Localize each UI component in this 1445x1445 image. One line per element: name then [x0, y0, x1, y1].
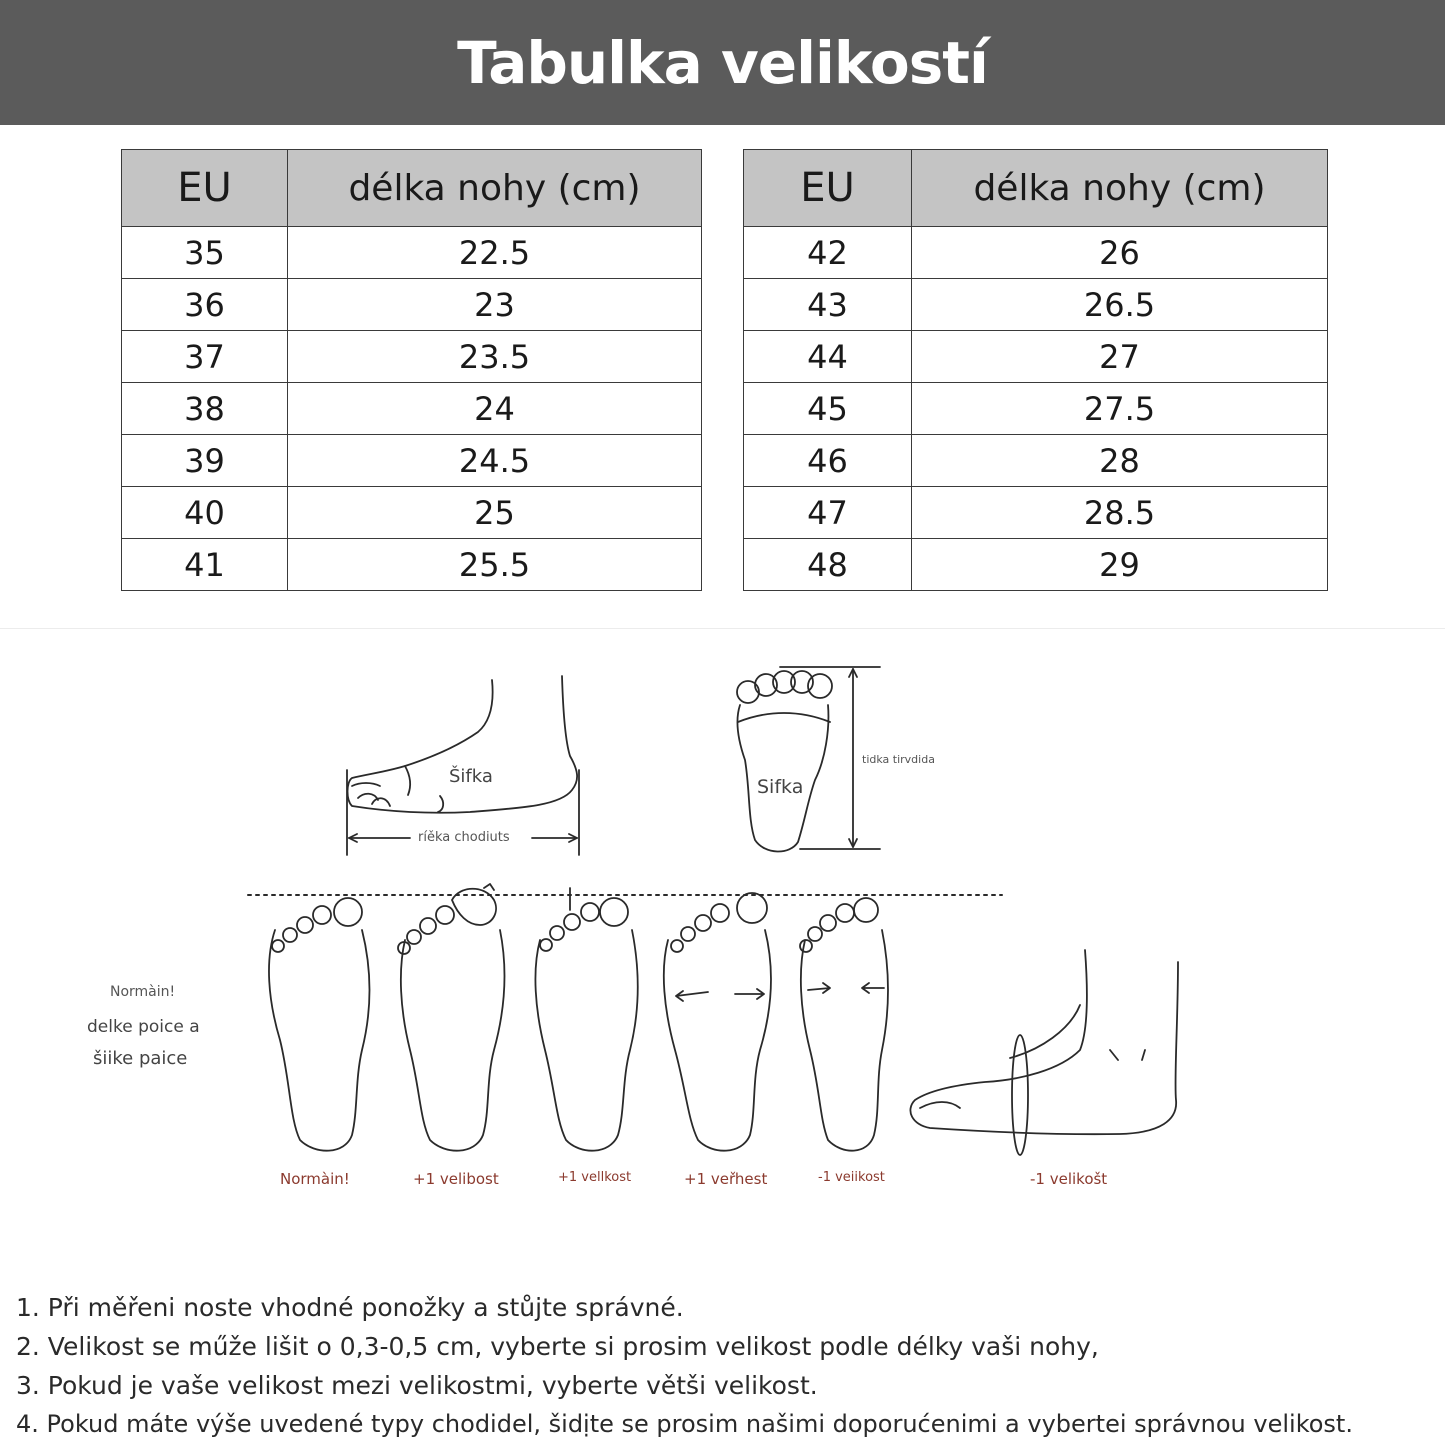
top-width-label: Sifka [757, 776, 804, 798]
side-length-label: ríěka chodiuts [418, 830, 510, 845]
foot-length-cell: 28 [912, 435, 1328, 487]
foot-normal-icon [269, 898, 370, 1151]
column-header-length: délka nohy (cm) [912, 150, 1328, 227]
legend-line-2: šiike paice [93, 1048, 188, 1069]
foot-high-instep-icon [910, 950, 1178, 1155]
table-row [744, 487, 1328, 539]
table-header-row [122, 150, 702, 227]
eu-size-cell: 46 [744, 435, 912, 487]
foot-length-cell: 25 [288, 487, 702, 539]
foot-side-view-icon [348, 676, 578, 813]
top-length-label: tidka tirvdida [862, 753, 935, 766]
eu-size-cell: 42 [744, 227, 912, 279]
foot-length-cell: 25.5 [288, 539, 702, 591]
foot-length-cell: 23.5 [288, 331, 702, 383]
table-row [744, 383, 1328, 435]
eu-size-cell: 38 [122, 383, 288, 435]
foot-length-cell: 26.5 [912, 279, 1328, 331]
foot-length-cell: 27 [912, 331, 1328, 383]
table-row [744, 539, 1328, 591]
title-banner [0, 0, 1445, 125]
eu-size-cell: 43 [744, 279, 912, 331]
foot-narrow-icon [800, 898, 888, 1151]
eu-size-cell: 39 [122, 435, 288, 487]
foot-wide-toe-icon [398, 884, 505, 1151]
caption-minus-one-b: -1 velikošt [1030, 1170, 1108, 1188]
size-table-right [743, 149, 1328, 591]
section-divider [0, 628, 1445, 629]
eu-size-cell: 35 [122, 227, 288, 279]
eu-size-cell: 44 [744, 331, 912, 383]
foot-long-second-toe-icon [535, 888, 637, 1151]
legend-line-1: delke poice a [87, 1017, 200, 1037]
size-table-left [121, 149, 702, 591]
foot-top-view-icon [737, 671, 832, 852]
eu-size-cell: 37 [122, 331, 288, 383]
side-width-label: Šifka [449, 766, 493, 787]
foot-length-cell: 23 [288, 279, 702, 331]
foot-length-cell: 28.5 [912, 487, 1328, 539]
foot-measurement-diagram [0, 640, 1445, 1220]
instructions-list [16, 1288, 1436, 1444]
table-row [744, 331, 1328, 383]
eu-size-cell: 40 [122, 487, 288, 539]
table-header-row [744, 150, 1328, 227]
eu-size-cell: 36 [122, 279, 288, 331]
table-row [122, 279, 702, 331]
table-row [122, 539, 702, 591]
foot-length-cell: 24 [288, 383, 702, 435]
foot-wide-icon [664, 893, 771, 1151]
instruction-item: 1. Při měřeni noste vhodné ponožky a stůjte správné. [16, 1293, 684, 1322]
table-row [122, 435, 702, 487]
column-header-eu: EU [744, 150, 912, 227]
table-row [744, 227, 1328, 279]
instruction-item: 4. Pokud máte výše uvedené typy chodidel, šidịte se prosim našimi doporućenimi a vybertei správnou velikost. [16, 1410, 1353, 1438]
column-header-length: délka nohy (cm) [288, 150, 702, 227]
column-header-eu: EU [122, 150, 288, 227]
legend-title: Normàin! [110, 984, 176, 1000]
page-title: Tabulka velikostí [457, 28, 988, 97]
caption-plus-one-c: +1 veřhest [684, 1170, 768, 1188]
table-row [122, 383, 702, 435]
caption-minus-one-a: -1 veiikost [818, 1170, 885, 1185]
foot-length-cell: 22.5 [288, 227, 702, 279]
table-row [122, 227, 702, 279]
table-row [122, 487, 702, 539]
table-row [744, 435, 1328, 487]
instruction-item: 2. Velikost se műže lišit o 0,3-0,5 cm, vyberte si prosim velikost podle délky vaši nohy, [16, 1332, 1099, 1361]
foot-length-cell: 29 [912, 539, 1328, 591]
eu-size-cell: 45 [744, 383, 912, 435]
table-row [122, 331, 702, 383]
caption-plus-one-b: +1 vellkost [558, 1170, 632, 1185]
eu-size-cell: 47 [744, 487, 912, 539]
instruction-item: 3. Pokud je vaše velikost mezi velikostmi, vyberte větši velikost. [16, 1371, 818, 1400]
eu-size-cell: 48 [744, 539, 912, 591]
caption-plus-one-a: +1 velibost [413, 1170, 499, 1188]
eu-size-cell: 41 [122, 539, 288, 591]
foot-length-cell: 27.5 [912, 383, 1328, 435]
table-row [744, 279, 1328, 331]
caption-normal: Normàin! [280, 1170, 350, 1188]
foot-length-cell: 26 [912, 227, 1328, 279]
foot-length-cell: 24.5 [288, 435, 702, 487]
